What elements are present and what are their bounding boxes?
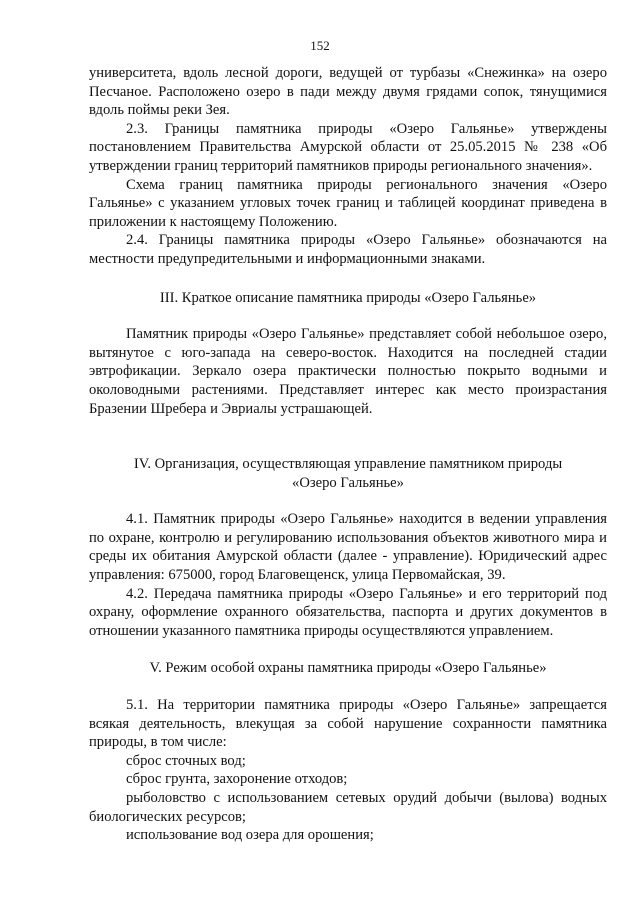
paragraph-4-2: 4.2. Передача памятника природы «Озеро Гальянье» и его территорий под охрану, оформление охранного обязательства, паспорта и других документов в отношении указанного памятника природы осуществляются управлением. (89, 585, 607, 639)
paragraph-description: Памятник природы «Озеро Гальянье» представляет собой небольшое озеро, вытянутое с юго-запада на северо-восток. Находится на последней стадии эвтрофикации. Зеркало озера практически полностью покрыто водными и околоводными растениями. Представляет интерес как место произрастания Бразении Шребера и Эвриалы устрашающей. (89, 326, 607, 417)
paragraph-intro: университета, вдоль лесной дороги, ведущей от турбазы «Снежинка» на озеро Песчаное. Расположено озеро в пади между двумя грядами сопок, тянущимися вдоль поймы реки Зея. (89, 65, 607, 119)
paragraph-scheme: Схема границ памятника природы регионального значения «Озеро Гальянье» с указанием угловых точек границ и таблицей координат приведена в приложении к настоящему Положению. (89, 176, 607, 230)
list-item: сброс сточных вод; (126, 752, 246, 769)
paragraph-4-1: 4.1. Памятник природы «Озеро Гальянье» находится в ведении управления по охране, контролю и регулированию использования объектов животного мира и среды их обитания Амурской области (далее - управление). Юридический адрес управления: 675000, город Благовещенск, улица Первомайская, 39. (89, 511, 607, 584)
section-heading-4-line1: IV. Организация, осуществляющая управление памятником природы (133, 456, 563, 473)
section-heading-3: III. Краткое описание памятника природы «Озеро Гальянье» (159, 289, 537, 306)
list-item: рыболовство с использованием сетевых орудий добычи (вылова) водных биологических ресурсов; (89, 790, 607, 825)
list-item: сброс грунта, захоронение отходов; (126, 771, 348, 788)
section-heading-4-line2: «Озеро Гальянье» (292, 474, 404, 491)
section-heading-5: V. Режим особой охраны памятника природы «Озеро Гальянье» (149, 660, 547, 677)
paragraph-2-4: 2.4. Границы памятника природы «Озеро Гальянье» обозначаются на местности предупредительными и информационными знаками. (89, 232, 607, 267)
paragraph-5-1: 5.1. На территории памятника природы «Озеро Гальянье» запрещается всякая деятельность, влекущая за собой нарушение сохранности памятника природы, в том числе: (89, 697, 607, 751)
paragraph-2-3: 2.3. Границы памятника природы «Озеро Гальянье» утверждены постановлением Правительства Амурской области от 25.05.2015 № 238 «Об утверждении границ территорий памятников природы регионального значения». (89, 120, 607, 174)
list-item: использование вод озера для орошения; (126, 827, 374, 844)
document-body (89, 64, 607, 845)
page-number: 152 (310, 38, 330, 53)
